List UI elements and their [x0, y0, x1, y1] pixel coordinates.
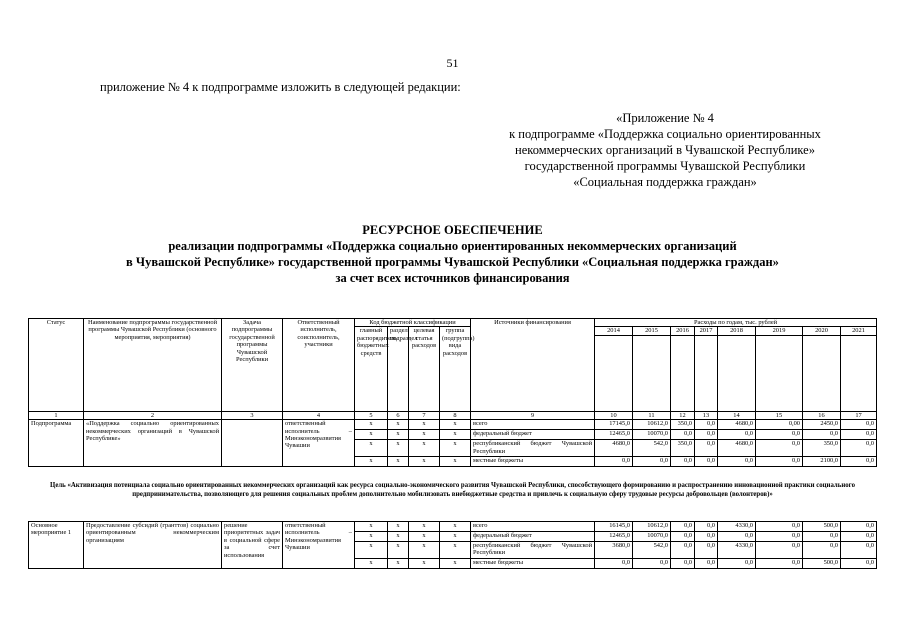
budget-code-cell: x [440, 430, 471, 440]
funding-source: местные бюджеты [471, 457, 595, 467]
expense-value: 0,0 [841, 522, 877, 532]
header-year: 2021 [841, 327, 877, 335]
expense-value: 0,0 [718, 457, 756, 467]
expense-value: 0,0 [695, 559, 718, 569]
expense-value: 0,0 [756, 559, 803, 569]
column-number: 14 [718, 411, 756, 419]
column-number: 13 [695, 411, 718, 419]
expense-value: 0,0 [595, 559, 633, 569]
budget-code-cell: x [440, 420, 471, 430]
resource-table [28, 318, 877, 467]
intro-text: приложение № 4 к подпрограмме изложить в следующей редакции: [100, 80, 461, 94]
expense-value: 0,0 [756, 532, 803, 542]
budget-code-cell: x [388, 559, 409, 569]
budget-code-cell: x [355, 430, 388, 440]
expense-value: 0,0 [756, 440, 803, 457]
header-expenses: Расходы по годам, тыс. рублей [595, 319, 877, 327]
budget-code-cell: x [409, 559, 440, 569]
budget-code-cell: x [388, 430, 409, 440]
expense-value: 0,0 [671, 532, 695, 542]
column-number: 9 [471, 411, 595, 419]
expense-value: 0,0 [695, 542, 718, 559]
expense-value: 0,0 [841, 542, 877, 559]
appendix-line: государственной программы Чувашской Республики [524, 159, 806, 173]
expense-value: 16145,0 [595, 522, 633, 532]
expense-value: 542,0 [633, 542, 671, 559]
expense-value: 0,00 [756, 420, 803, 430]
funding-source: республиканский бюджет Чувашской Республики [471, 542, 595, 559]
appendix-line: к подпрограмме «Поддержка социально ориентированных [509, 127, 821, 141]
expense-value: 17145,0 [595, 420, 633, 430]
column-number: 10 [595, 411, 633, 419]
funding-source: республиканский бюджет Чувашской Республики [471, 440, 595, 457]
expense-value: 0,0 [671, 457, 695, 467]
budget-code-cell: x [409, 440, 440, 457]
budget-code-cell: x [355, 522, 388, 532]
budget-code-cell: x [409, 542, 440, 559]
expense-value: 0,0 [671, 430, 695, 440]
budget-code-cell: x [440, 522, 471, 532]
expense-value: 0,0 [633, 559, 671, 569]
column-number: 11 [633, 411, 671, 419]
header-empty [671, 335, 695, 411]
budget-code-cell: x [409, 457, 440, 467]
goal-text: Цель «Активизация потенциала социально ориентированных некоммерческих организаций как ресурса социально-экономического развития Чувашской Республики, способствующего формированию и распространению инновационной практики социального предпринимательства, позволяющего для решения социальных проблем дополнительно мобилизовать внебюджетные средства и привлечь к социальную сферу трудовые ресурсы добровольцев (волонтеров)» [50, 482, 855, 498]
header-empty [756, 335, 803, 411]
title-line: в Чувашской Республике» государственной программы Чувашской Республики «Социальная поддержка граждан» [126, 255, 779, 269]
budget-code-cell: x [440, 532, 471, 542]
budget-code-cell: x [355, 532, 388, 542]
column-number: 2 [84, 411, 222, 419]
expense-value: 0,0 [595, 457, 633, 467]
expense-value: 0,0 [841, 420, 877, 430]
row-name: «Поддержка социально ориентированных некоммерческих организаций в Чувашской Республике» [84, 420, 222, 467]
expense-value: 350,0 [803, 440, 841, 457]
expense-value: 0,0 [841, 457, 877, 467]
appendix-line: некоммерческих организаций в Чувашской Республике» [515, 143, 815, 157]
column-number: 16 [803, 411, 841, 419]
funding-source: местные бюджеты [471, 559, 595, 569]
budget-code-cell: x [409, 420, 440, 430]
budget-code-cell: x [355, 457, 388, 467]
expense-value: 0,0 [803, 542, 841, 559]
budget-code-cell: x [440, 440, 471, 457]
header-empty [803, 335, 841, 411]
budget-code-cell: x [388, 522, 409, 532]
numbering-row [29, 411, 877, 419]
appendix-line: «Социальная поддержка граждан» [573, 175, 757, 189]
expense-value: 0,0 [695, 532, 718, 542]
funding-source: федеральный бюджет [471, 430, 595, 440]
header-budget-code: Код бюджетной классификации [355, 319, 471, 327]
expense-value: 0,0 [841, 532, 877, 542]
row-task [222, 420, 283, 467]
expense-value: 500,0 [803, 559, 841, 569]
column-number: 15 [756, 411, 803, 419]
budget-code-cell: x [440, 559, 471, 569]
header-year: 2014 [595, 327, 633, 335]
column-number: 1 [29, 411, 84, 419]
expense-value: 0,0 [695, 457, 718, 467]
expense-value: 0,0 [671, 522, 695, 532]
table-row [29, 522, 877, 532]
expense-value: 10612,0 [633, 420, 671, 430]
expense-value: 0,0 [756, 430, 803, 440]
budget-code-cell: x [440, 542, 471, 559]
header-responsible: Ответственный исполнитель, соисполнитель, участники [283, 319, 355, 412]
expense-value: 0,0 [718, 430, 756, 440]
row-responsible: ответственный исполнитель – Минэкономразвития Чувашии [283, 522, 355, 569]
table-row [29, 420, 877, 430]
column-number: 6 [388, 411, 409, 419]
header-code-group: группа (подгруппа) вида расходов [440, 327, 471, 411]
expense-value: 0,0 [695, 522, 718, 532]
budget-code-cell: x [388, 457, 409, 467]
column-number: 7 [409, 411, 440, 419]
expense-value: 4680,0 [718, 440, 756, 457]
budget-code-cell: x [440, 457, 471, 467]
expense-value: 0,0 [695, 430, 718, 440]
document-title [40, 222, 865, 286]
expense-value: 0,0 [671, 559, 695, 569]
header-sources: Источники финансирования [471, 319, 595, 412]
budget-code-cell: x [409, 532, 440, 542]
row-task: решение приоритетных задач в социальной сфере за счет использования [222, 522, 283, 569]
expense-value: 12465,0 [595, 532, 633, 542]
header-year: 2018 [718, 327, 756, 335]
budget-code-cell: x [388, 542, 409, 559]
column-number: 3 [222, 411, 283, 419]
expense-value: 350,0 [671, 420, 695, 430]
subprogram-rows [29, 420, 877, 467]
header-code-section: раздел, подраздел [388, 327, 409, 411]
header-name: Наименование подпрограммы государственной программы Чувашской Республики (основного мероприятия, мероприятия) [84, 319, 222, 412]
expense-value: 0,0 [756, 522, 803, 532]
header-status: Статус [29, 319, 84, 412]
funding-source: всего [471, 522, 595, 532]
header-empty [718, 335, 756, 411]
expense-value: 500,0 [803, 522, 841, 532]
header-year: 2019 [756, 327, 803, 335]
budget-code-cell: x [388, 440, 409, 457]
expense-value: 0,0 [695, 440, 718, 457]
column-number: 17 [841, 411, 877, 419]
expense-value: 10612,0 [633, 522, 671, 532]
expense-value: 0,0 [841, 440, 877, 457]
expense-value: 4330,0 [718, 542, 756, 559]
column-number: 12 [671, 411, 695, 419]
expense-value: 0,0 [756, 457, 803, 467]
appendix-caption [420, 110, 910, 190]
main-event-table [28, 521, 877, 569]
funding-source: всего [471, 420, 595, 430]
budget-code-cell: x [409, 522, 440, 532]
expense-value: 0,0 [695, 420, 718, 430]
header-year: 2015 [633, 327, 671, 335]
expense-value: 10070,0 [633, 430, 671, 440]
header-task: Задача подпрограммы государственной программы Чувашской Республики [222, 319, 283, 412]
expense-value: 0,0 [671, 542, 695, 559]
header-code-article: целевая статья расходов [409, 327, 440, 411]
header-empty [695, 335, 718, 411]
budget-code-cell: x [409, 430, 440, 440]
budget-code-cell: x [388, 420, 409, 430]
header-year: 2017 [695, 327, 718, 335]
row-responsible: ответственный исполнитель – Минэкономразвития Чувашии [283, 420, 355, 467]
expense-value: 4680,0 [595, 440, 633, 457]
budget-code-cell: x [355, 420, 388, 430]
expense-value: 0,0 [803, 532, 841, 542]
header-year: 2020 [803, 327, 841, 335]
budget-code-cell: x [355, 542, 388, 559]
budget-code-cell: x [355, 559, 388, 569]
row-status: Подпрограмма [29, 420, 84, 467]
expense-value: 542,0 [633, 440, 671, 457]
row-name: Предоставление субсидий (гранттов) социально ориентированным некоммерческим организациям [84, 522, 222, 569]
main-event-rows [29, 522, 877, 569]
expense-value: 4330,0 [718, 522, 756, 532]
expense-value: 0,0 [803, 430, 841, 440]
expense-value: 0,0 [841, 559, 877, 569]
expense-value: 3680,0 [595, 542, 633, 559]
expense-value: 2450,0 [803, 420, 841, 430]
appendix-line: «Приложение № 4 [616, 111, 714, 125]
expense-value: 350,0 [671, 440, 695, 457]
expense-value: 4680,0 [718, 420, 756, 430]
budget-code-cell: x [355, 440, 388, 457]
header-empty [841, 335, 877, 411]
expense-value: 2100,0 [803, 457, 841, 467]
expense-value: 12465,0 [595, 430, 633, 440]
budget-code-cell: x [388, 532, 409, 542]
column-number: 5 [355, 411, 388, 419]
expense-value: 0,0 [633, 457, 671, 467]
page-number: 51 [446, 56, 459, 70]
title-line: за счет всех источников финансирования [335, 271, 570, 285]
header-code-main: главный распорядитель бюджетных средств [355, 327, 388, 411]
header-year: 2016 [671, 327, 695, 335]
column-number: 8 [440, 411, 471, 419]
title-line: РЕСУРСНОЕ ОБЕСПЕЧЕНИЕ [362, 223, 543, 237]
expense-value: 0,0 [718, 532, 756, 542]
title-line: реализации подпрограммы «Поддержка социально ориентированных некоммерческих организаций [168, 239, 737, 253]
expense-value: 0,0 [756, 542, 803, 559]
header-empty [595, 335, 633, 411]
expense-value: 0,0 [841, 430, 877, 440]
row-status: Основное мероприятие 1 [29, 522, 84, 569]
expense-value: 0,0 [718, 559, 756, 569]
expense-value: 10070,0 [633, 532, 671, 542]
funding-source: федеральный бюджет [471, 532, 595, 542]
column-number: 4 [283, 411, 355, 419]
header-empty [633, 335, 671, 411]
